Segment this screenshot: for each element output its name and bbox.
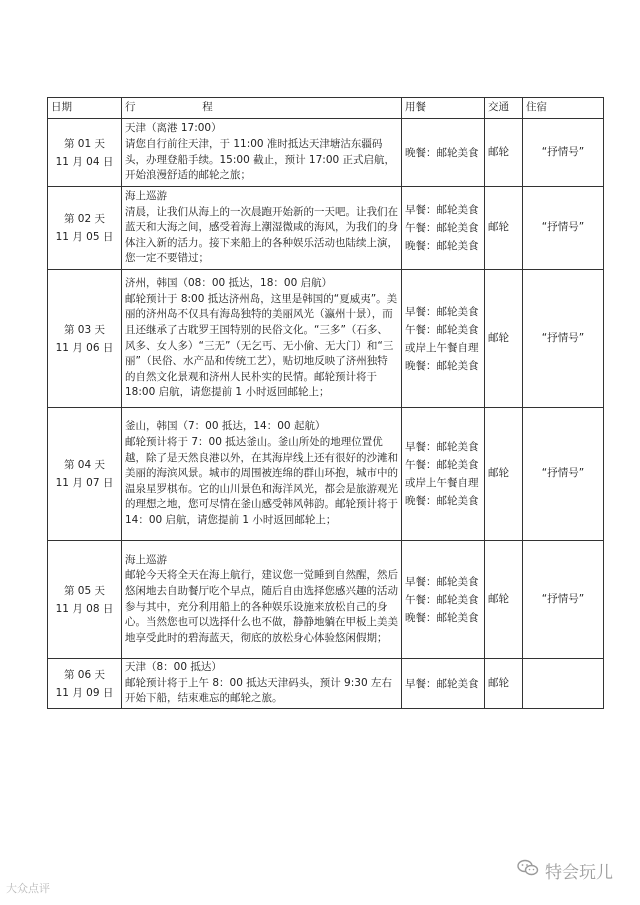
table-row xyxy=(48,408,604,541)
meal-item: 晚餐：邮轮美食 xyxy=(405,359,479,372)
itinerary-cell xyxy=(122,270,402,408)
day-cell xyxy=(48,659,122,709)
itinerary-place: 天津（离港 17:00） xyxy=(125,122,222,135)
itinerary-description: 请您自行前往天津，于 11:00 准时抵达天津塘沽东疆码头，办理登船手续。15:00 截止，预计 17:00 正式启航，开始浪漫舒适的邮轮之旅； xyxy=(125,137,396,182)
itinerary-description: 邮轮预计将于 7：00 抵达釜山。釜山所处的地理位置优越，除了是天然良港以外，在其海岸线上还有很好的沙滩和美丽的海滨风景。城市的周围被连绵的群山环抱，城市中的温泉星罗棋布。它的山川景色和海洋风光，都会是旅游观光的理想之地，您可尽情在釜山感受韩风韩韵。邮轮预计将于 14：00 启航，请您提前 1 小时返回邮轮上； xyxy=(125,436,398,526)
day-cell xyxy=(48,408,122,541)
header-itinerary-part-1: 行 xyxy=(125,101,136,114)
meals-cell xyxy=(402,408,485,541)
hotel-cell xyxy=(523,659,604,709)
meal-item: 早餐：邮轮美食 xyxy=(405,677,479,690)
itinerary-cell xyxy=(122,659,402,709)
day-label: 第 05 天 xyxy=(63,584,106,597)
watermark-left-text: 大众点评 xyxy=(6,882,50,895)
day-label: 第 06 天 xyxy=(63,668,106,681)
day-date: 11 月 05 日 xyxy=(55,231,114,243)
day-date: 11 月 09 日 xyxy=(55,686,114,699)
header-itinerary-part-2: 程 xyxy=(202,101,213,114)
meal-item: 午餐：邮轮美食 xyxy=(405,593,479,606)
day-label: 第 02 天 xyxy=(63,213,106,225)
day-date: 11 月 06 日 xyxy=(55,341,114,354)
table-row xyxy=(48,270,604,408)
itinerary-description: 邮轮今天将全天在海上航行，建议您一觉睡到自然醒，然后悠闲地去自助餐厅吃个早点，随后自由选择您感兴趣的活动参与其中，充分利用船上的各种娱乐设施来放松自己的身心。当然您也可以选择什么也不做，静静地躺在甲板上美美地享受此时的碧海蓝天，彻底的放松身心体验悠闲假期； xyxy=(125,569,398,644)
meal-item: 晚餐：邮轮美食 xyxy=(405,611,479,624)
meal-item: 晚餐：邮轮美食 xyxy=(405,146,479,159)
day-label: 第 03 天 xyxy=(63,323,106,336)
itinerary-cell xyxy=(122,119,402,187)
hotel-cell: “抒情号” xyxy=(523,119,604,187)
table-row xyxy=(48,659,604,709)
meal-item: 早餐：邮轮美食 xyxy=(405,441,479,453)
meal-item: 早餐：邮轮美食 xyxy=(405,575,479,588)
day-label: 第 04 天 xyxy=(63,459,106,471)
itinerary-description: 邮轮预计将于上午 8：00 抵达天津码头，预计 9:30 左右开始下船，结束难忘的邮轮之旅。 xyxy=(125,676,392,705)
table-row xyxy=(48,541,604,659)
itinerary-place: 天津（8：00 抵达） xyxy=(125,661,222,674)
meal-item: 早餐：邮轮美食 xyxy=(405,204,479,216)
day-date: 11 月 08 日 xyxy=(55,602,114,615)
itinerary-cell xyxy=(122,408,402,541)
traffic-cell: 邮轮 xyxy=(485,541,523,659)
meals-cell xyxy=(402,541,485,659)
table-header-row xyxy=(48,98,604,119)
table-row xyxy=(48,119,604,187)
traffic-cell: 邮轮 xyxy=(485,408,523,541)
hotel-cell: “抒情号” xyxy=(523,187,604,270)
meal-item: 晚餐：邮轮美食 xyxy=(405,495,479,507)
hotel-cell: “抒情号” xyxy=(523,270,604,408)
watermark-right-text: 特会玩儿 xyxy=(545,863,613,883)
day-cell xyxy=(48,187,122,270)
table-row xyxy=(48,187,604,270)
hotel-cell: “抒情号” xyxy=(523,541,604,659)
day-label: 第 01 天 xyxy=(63,137,106,150)
meal-item: 早餐：邮轮美食 xyxy=(405,305,479,318)
meals-cell xyxy=(402,270,485,408)
meal-item: 晚餐：邮轮美食 xyxy=(405,240,479,252)
meals-cell xyxy=(402,659,485,709)
meal-item: 或岸上午餐自理 xyxy=(405,341,479,354)
day-date: 11 月 04 日 xyxy=(55,155,114,168)
meals-cell xyxy=(402,119,485,187)
itinerary-cell xyxy=(122,541,402,659)
day-cell xyxy=(48,541,122,659)
traffic-cell: 邮轮 xyxy=(485,659,523,709)
meal-item: 午餐：邮轮美食 xyxy=(405,323,479,336)
traffic-cell: 邮轮 xyxy=(485,119,523,187)
itinerary-place: 济州，韩国（08：00 抵达，18：00 启航） xyxy=(125,277,333,290)
itinerary-table xyxy=(47,97,604,709)
header-hotel: 住宿 xyxy=(523,98,604,119)
itinerary-place: 海上巡游 xyxy=(125,553,167,566)
meals-cell xyxy=(402,187,485,270)
itinerary-cell xyxy=(122,187,402,270)
itinerary-place: 海上巡游 xyxy=(125,190,167,203)
header-date: 日期 xyxy=(48,98,122,119)
wechat-icon xyxy=(517,859,539,882)
itinerary-description: 清晨，让我们从海上的一次晨跑开始新的一天吧。让我们在蓝天和大海之间，感受着海上潮湿微咸的海风，为我们的身体注入新的活力。接下来船上的各种娱乐活动也陆续上演，您一定不要错过； xyxy=(125,205,398,265)
watermark-right xyxy=(517,858,613,883)
watermark-left xyxy=(6,880,50,896)
meal-item: 午餐：邮轮美食 xyxy=(405,222,479,234)
itinerary-place: 釜山，韩国（7：00 抵达，14：00 起航） xyxy=(125,420,326,433)
itinerary-description: 邮轮预计于 8:00 抵达济州岛，这里是韩国的“夏威夷”。美丽的济州岛不仅具有海岛独特的美丽风光（瀛州十景），而且还继承了古耽罗王国特别的民俗文化。“三多”（石多、风多、女人多）“三无”（无乞丐、无小偷、无大门）和“三丽”（民俗、水产品和传统工艺），贴切地反映了济州独特的自然文化景观和济州人民朴实的民情。邮轮预计将于 18:00 启航，请您提前 1 小时返回邮轮上； xyxy=(125,292,398,399)
header-meals: 用餐 xyxy=(402,98,485,119)
meal-item: 或岸上午餐自理 xyxy=(405,477,479,489)
meal-item: 午餐：邮轮美食 xyxy=(405,459,479,471)
traffic-cell: 邮轮 xyxy=(485,270,523,408)
hotel-cell: “抒情号” xyxy=(523,408,604,541)
day-cell xyxy=(48,119,122,187)
day-cell xyxy=(48,270,122,408)
traffic-cell: 邮轮 xyxy=(485,187,523,270)
header-itinerary xyxy=(122,98,402,119)
header-traffic: 交通 xyxy=(485,98,523,119)
day-date: 11 月 07 日 xyxy=(55,477,114,489)
